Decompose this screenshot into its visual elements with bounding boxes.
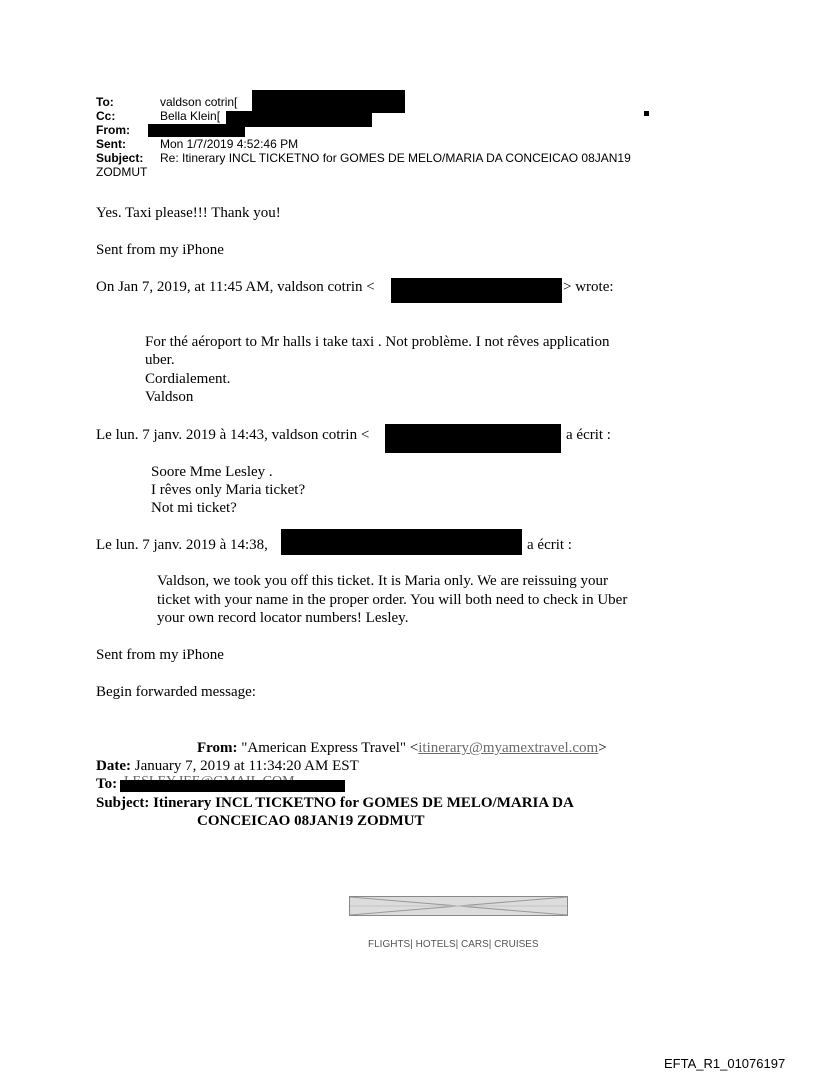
broken-banner-image: [349, 896, 568, 916]
forwarded-subject-label: Subject:: [96, 795, 150, 811]
quote2-line: Not mi ticket?: [151, 500, 237, 516]
stray-mark: [644, 111, 649, 116]
forwarded-subject-line2: CONCEICAO 08JAN19 ZODMUT: [197, 813, 425, 829]
subject-label: Subject:: [96, 151, 144, 165]
quote1-intro-end: > wrote:: [563, 279, 614, 295]
redaction-quote3-email: [281, 529, 522, 555]
forwarded-from-email-link[interactable]: itinerary@myamextravel.com: [418, 740, 599, 756]
forwarded-date-label: Date:: [96, 758, 131, 774]
forwarded-date-value: January 7, 2019 at 11:34:20 AM EST: [130, 758, 359, 774]
quote3-line: your own record locator numbers! Lesley.: [157, 610, 409, 626]
reply-text: Yes. Taxi please!!! Thank you!: [96, 205, 281, 221]
banner-placeholder-icon: [350, 897, 567, 915]
to-label: To:: [96, 95, 114, 109]
cc-value: Bella Klein[: [160, 109, 221, 123]
quote3-line: ticket with your name in the proper order. You will both need to check in Uber: [157, 592, 628, 608]
forward-intro: Begin forwarded message:: [96, 684, 256, 700]
forwarded-to-label: To:: [96, 776, 118, 792]
forwarded-from-close: >: [598, 740, 607, 756]
redaction-quote1-email: [391, 278, 562, 303]
quote2-intro-start: Le lun. 7 janv. 2019 à 14:43, valdson cotrin <: [96, 427, 370, 443]
forwarded-from-label: From:: [197, 740, 238, 756]
redaction-to: [252, 90, 405, 113]
cc-label: Cc:: [96, 109, 116, 123]
sent-label: Sent:: [96, 137, 126, 151]
forwarded-from-name: "American Express Travel" <: [237, 740, 419, 756]
quote3-intro-start: Le lun. 7 janv. 2019 à 14:38,: [96, 537, 268, 553]
quote1-line: Valdson: [145, 389, 194, 405]
quote2-line: I rêves only Maria ticket?: [151, 482, 306, 498]
forwarded-subject: [96, 794, 574, 812]
forwarded-from: [197, 739, 607, 757]
sent-value: Mon 1/7/2019 4:52:46 PM: [160, 137, 299, 151]
quote2-intro-end: a écrit :: [566, 427, 611, 443]
quote1-line: Cordialement.: [145, 371, 231, 387]
forwarded-subject-line1: Itinerary INCL TICKETNO for GOMES DE MELO/MARIA DA: [153, 795, 574, 811]
redaction-quote2-email: [385, 424, 561, 453]
subject-continuation: ZODMUT: [96, 165, 148, 179]
signature-iphone: Sent from my iPhone: [96, 242, 224, 258]
redaction-cc: [226, 111, 372, 127]
redaction-forwarded-to: [120, 780, 345, 792]
quote3-line: Valdson, we took you off this ticket. It is Maria only. We are reissuing your: [157, 573, 608, 589]
quote1-line: uber.: [145, 352, 175, 368]
quote1-line: For thé aéroport to Mr halls i take taxi . Not problème. I not rêves application: [145, 334, 610, 350]
from-label: From:: [96, 123, 130, 137]
quote3-intro-end: a écrit :: [527, 537, 572, 553]
subject-value: Re: Itinerary INCL TICKETNO for GOMES DE MELO/MARIA DA CONCEICAO 08JAN19: [160, 151, 631, 165]
redaction-from: [148, 124, 245, 137]
quote1-intro-start: On Jan 7, 2019, at 11:45 AM, valdson cotrin <: [96, 279, 375, 295]
document-id: EFTA_R1_01076197: [664, 1056, 786, 1071]
signature-iphone-2: Sent from my iPhone: [96, 647, 224, 663]
quote2-line: Soore Mme Lesley .: [151, 464, 273, 480]
footer-links: FLIGHTS| HOTELS| CARS| CRUISES: [368, 939, 539, 950]
to-value: valdson cotrin[: [160, 95, 238, 109]
